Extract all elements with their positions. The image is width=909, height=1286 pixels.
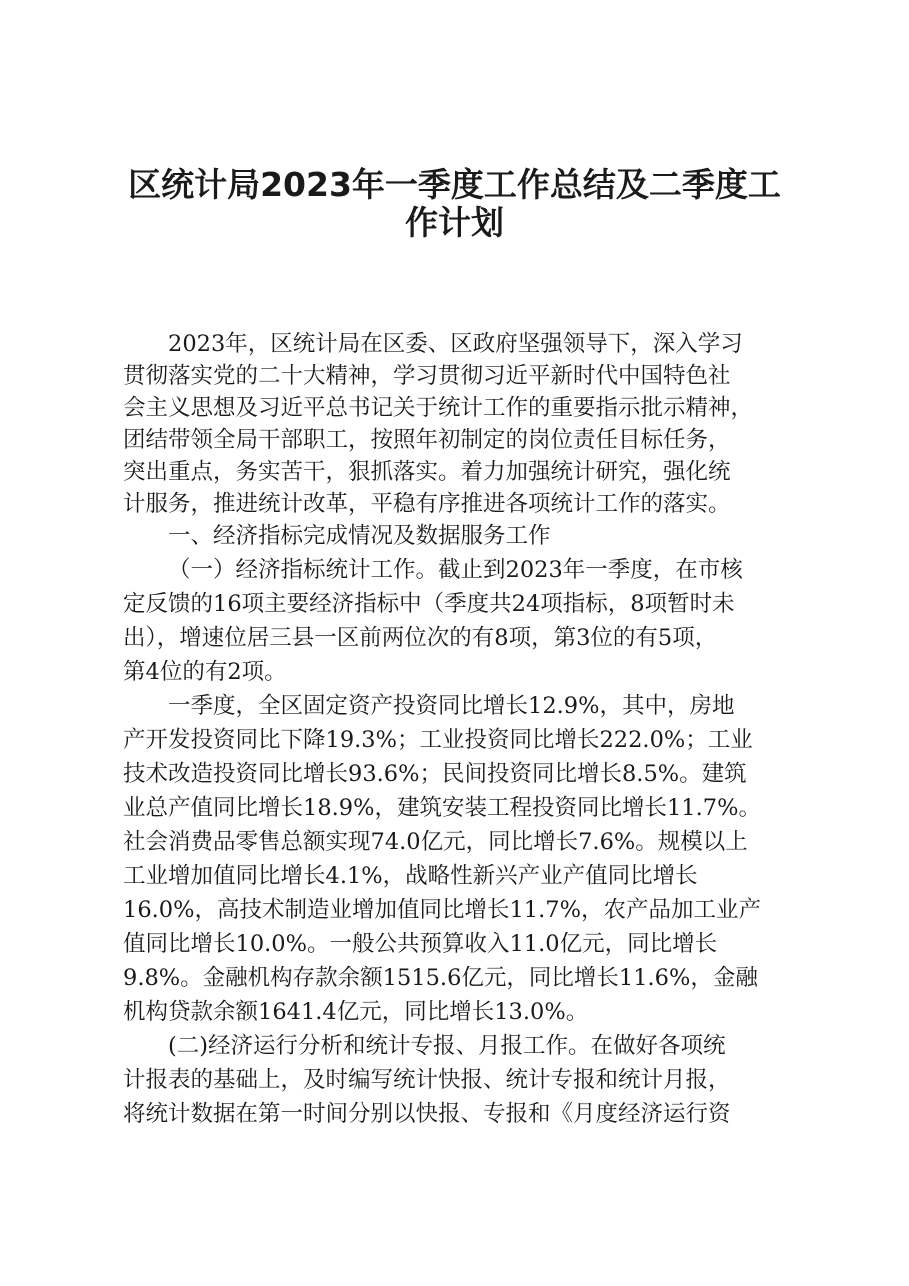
body-line: 将统计数据在第一时间分别以快报、专报和《月度经济运行资 — [123, 1101, 731, 1127]
document-title-line-2: 作计划 — [405, 203, 504, 242]
document-title-line-1: 区统计局2023年一季度工作总结及二季度工 — [128, 165, 781, 204]
body-line: 产开发投资同比下降19.3%；工业投资同比增长222.0%；工业 — [123, 727, 753, 753]
body-line: 机构贷款余额1641.4亿元，同比增长13.0%。 — [123, 999, 589, 1025]
body-line: 工业增加值同比增长4.1%，战略性新兴产业产值同比增长 — [123, 863, 698, 889]
body-line: 会主义思想及习近平总书记关于统计工作的重要指示批示精神， — [123, 395, 754, 421]
body-line: 团结带领全局干部职工，按照年初制定的岗位责任目标任务， — [123, 427, 731, 453]
body-line: 业总产值同比增长18.9%，建筑安装工程投资同比增长11.7%。 — [123, 795, 761, 821]
body-line: 值同比增长10.0%。一般公共预算收入11.0亿元，同比增长 — [123, 931, 718, 957]
body-line: 计服务，推进统计改革，平稳有序推进各项统计工作的落实。 — [123, 491, 731, 517]
section-heading: 一、经济指标完成情况及数据服务工作 — [168, 523, 551, 549]
body-line: 社会消费品零售总额实现74.0亿元，同比增长7.6%。规模以上 — [123, 829, 748, 855]
body-line: 计报表的基础上，及时编写统计快报、统计专报和统计月报， — [123, 1067, 731, 1093]
body-line: 出），增速位居三县一区前两位次的有8项，第3位的有5项， — [123, 625, 718, 651]
body-line: 9.8%。金融机构存款余额1515.6亿元，同比增长11.6%，金融 — [123, 965, 758, 991]
body-line: 突出重点，务实苦干，狠抓落实。着力加强统计研究，强化统 — [123, 459, 731, 485]
body-line: 技术改造投资同比增长93.6%；民间投资同比增长8.5%。建筑 — [123, 761, 747, 787]
body-line: 第4位的有2项。 — [123, 659, 287, 685]
body-line: 16.0%，高技术制造业增加值同比增长11.7%，农产品加工业产 — [123, 897, 761, 923]
body-line: 贯彻落实党的二十大精神，学习贯彻习近平新时代中国特色社 — [123, 363, 731, 389]
body-line: 定反馈的16项主要经济指标中（季度共24项指标，8项暂时未 — [123, 591, 735, 617]
body-line: （一）经济指标统计工作。截止到2023年一季度，在市核 — [168, 557, 743, 583]
body-line: 一季度，全区固定资产投资同比增长12.9%，其中，房地 — [168, 693, 735, 719]
body-line: (二)经济运行分析和统计专报、月报工作。在做好各项统 — [168, 1033, 726, 1059]
body-line: 2023年，区统计局在区委、区政府坚强领导下，深入学习 — [168, 331, 743, 357]
